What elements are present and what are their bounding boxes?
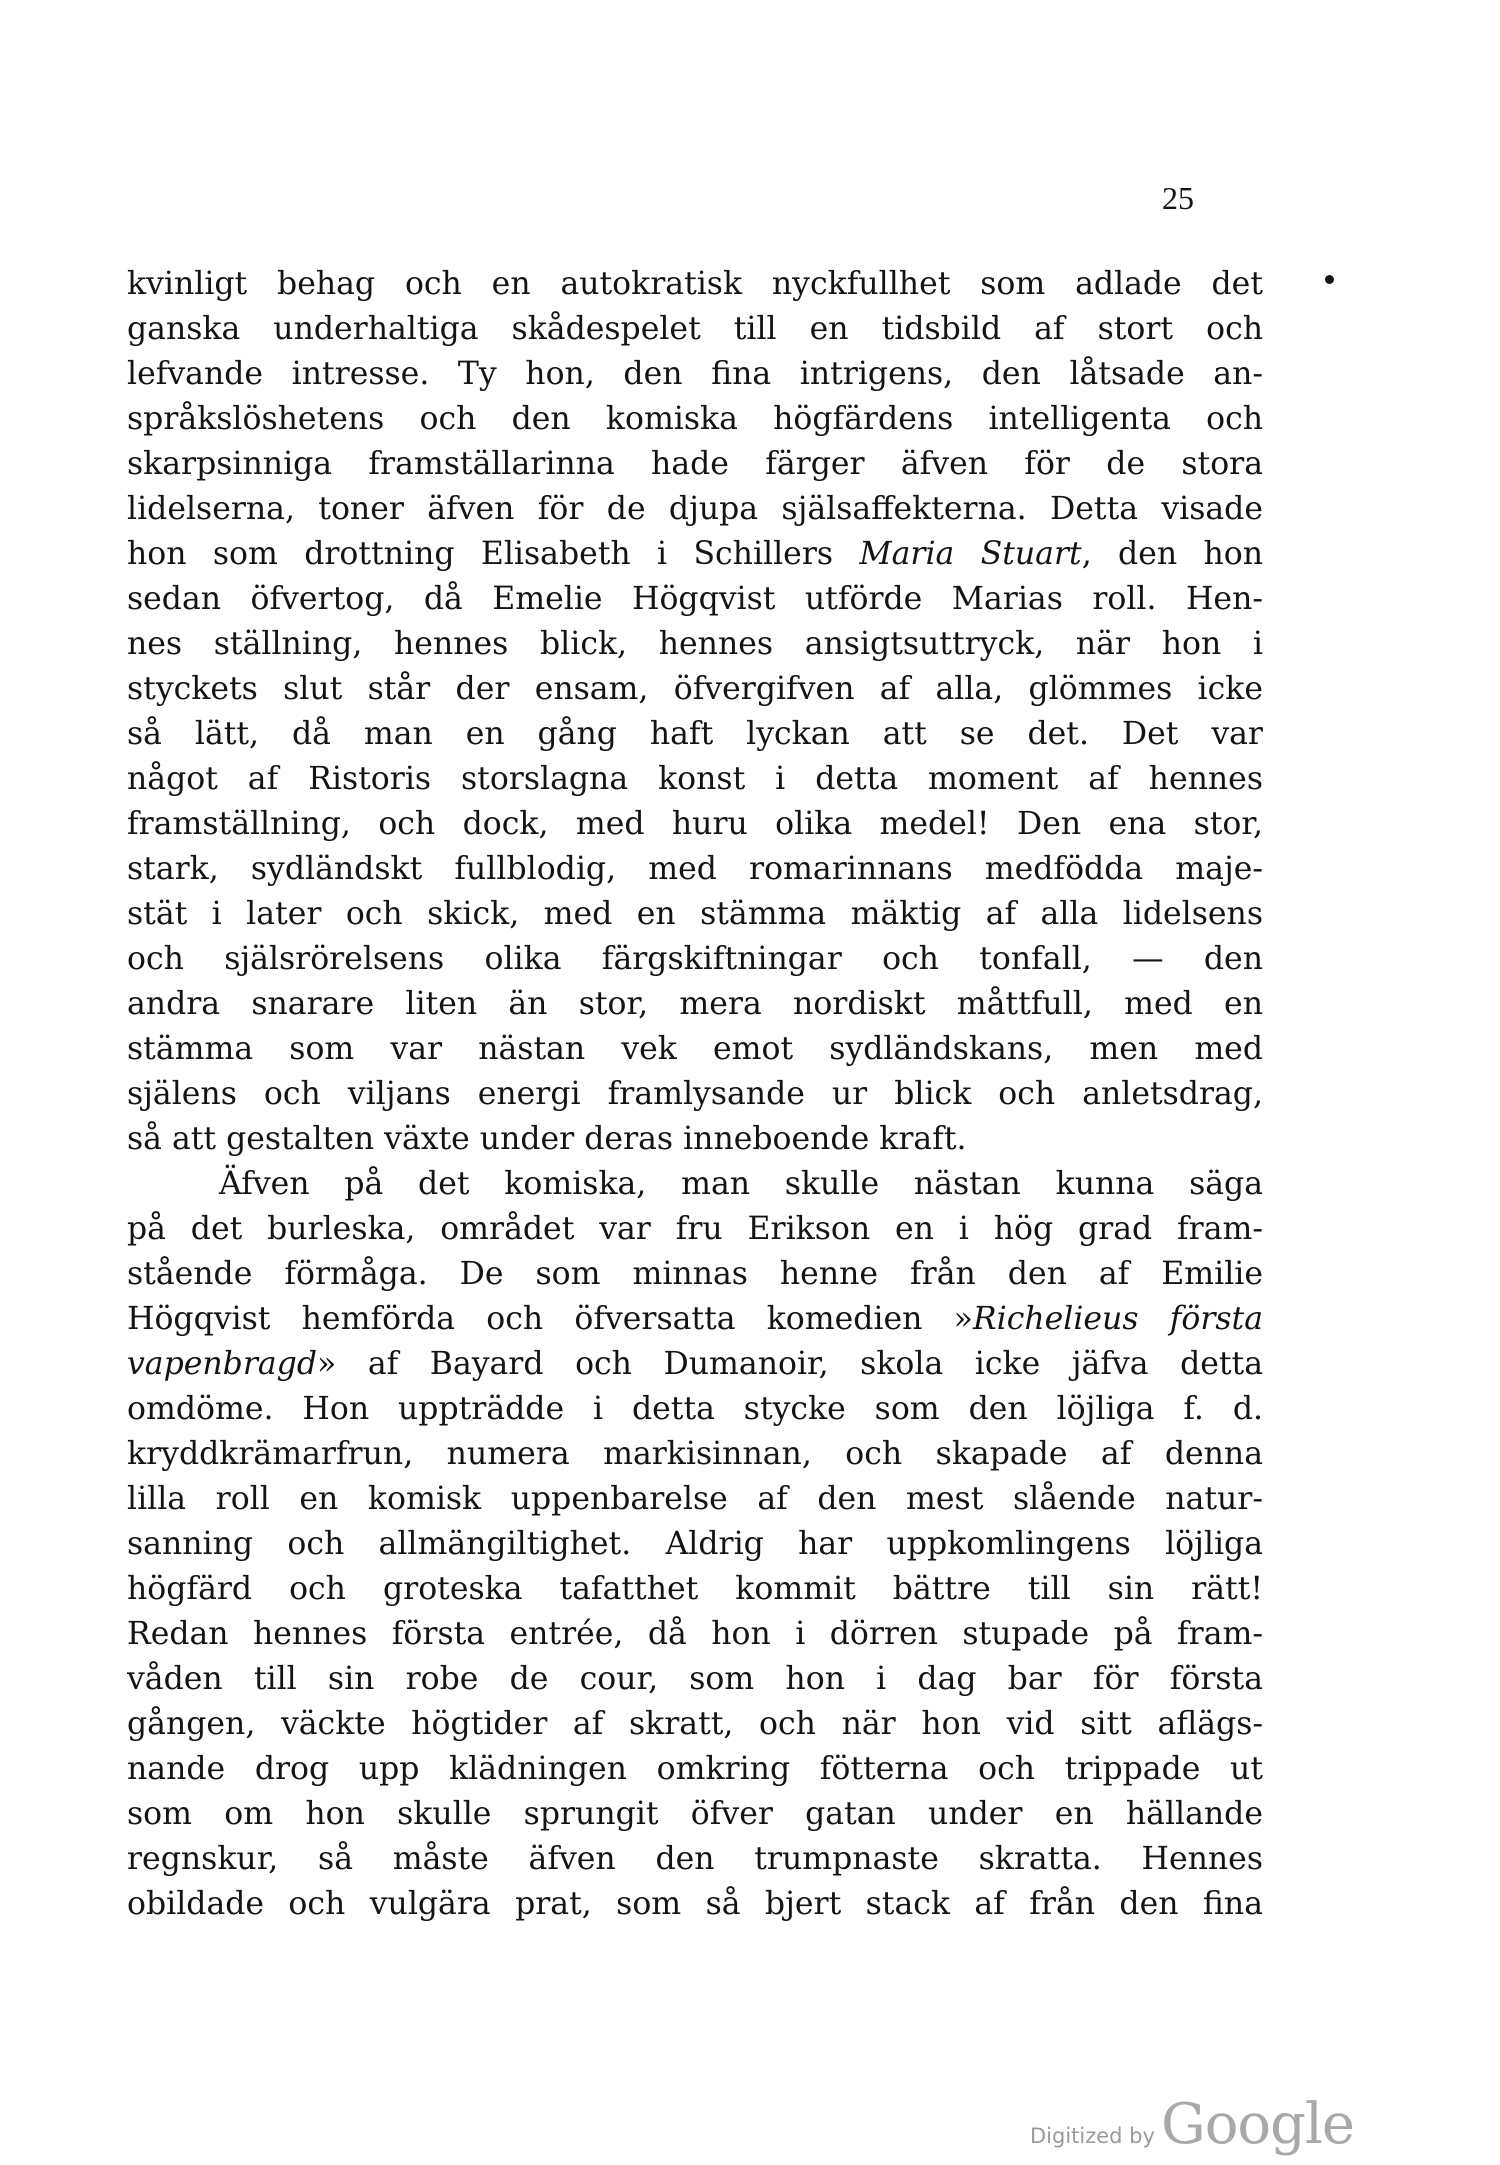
text-line: stark, sydländskt fullblodig, med romarinnans medfödda maje-: [127, 851, 1263, 887]
text-line: så lätt, då man en gång haft lyckan att se det. Det var: [127, 716, 1263, 752]
text-line: nande drog upp klädningen omkring fötterna och trippade ut: [127, 1751, 1263, 1787]
text-line: sedan öfvertog, då Emelie Högqvist utförde Marias roll. Hen-: [127, 581, 1263, 617]
text-line: nes ställning, hennes blick, hennes ansigtsuttryck, när hon i: [127, 626, 1263, 662]
text-line: sanning och allmängiltighet. Aldrig har uppkomlingens löjliga: [127, 1526, 1263, 1562]
digitized-watermark: [1030, 2092, 1354, 2157]
italic-title: Richelieus första: [972, 1301, 1263, 1337]
text-line: våden till sin robe de cour, som hon i dag bar för första: [127, 1661, 1263, 1697]
text-line: stående förmåga. De som minnas henne från den af Emilie: [127, 1256, 1263, 1292]
text-line: som om hon skulle sprungit öfver gatan under en hällande: [127, 1796, 1263, 1832]
text-line: [127, 1297, 1263, 1342]
text-segment: » af Bayard och Dumanoir, skola icke jäfva detta: [317, 1346, 1263, 1382]
text-line: och själsrörelsens olika färgskiftningar och tonfall, — den: [127, 941, 1263, 977]
text-line: omdöme. Hon uppträdde i detta stycke som den löjliga f. d.: [127, 1391, 1263, 1427]
digitized-label: Digitized by: [1030, 2124, 1155, 2148]
text-line: själens och viljans energi framlysande ur blick och anletsdrag,: [127, 1076, 1263, 1112]
text-line: Redan hennes första entrée, då hon i dörren stupade på fram-: [127, 1616, 1263, 1652]
print-speck: [1325, 275, 1334, 284]
text-line: obildade och vulgära prat, som så bjert stack af från den fina: [127, 1886, 1263, 1922]
text-line: andra snarare liten än stor, mera nordiskt måttfull, med en: [127, 986, 1263, 1022]
text-line: kryddkrämarfrun, numera markisinnan, och skapade af denna: [127, 1436, 1263, 1472]
text-line: stämma som var nästan vek emot sydländskans, men med: [127, 1031, 1263, 1067]
text-line: lidelserna, toner äfven för de djupa själsaffekterna. Detta visade: [127, 491, 1263, 527]
italic-title: vapenbragd: [127, 1346, 317, 1382]
page-number: 25: [1162, 180, 1194, 216]
text-segment: , den hon: [1081, 536, 1263, 572]
text-line: Äfven på det komiska, man skulle nästan kunna säga: [219, 1166, 1263, 1202]
text-line: på det burleska, området var fru Erikson en i hög grad fram-: [127, 1211, 1263, 1247]
text-line: [127, 532, 1263, 577]
text-line: regnskur, så måste äfven den trumpnaste skratta. Hennes: [127, 1841, 1263, 1877]
text-line: högfärd och groteska tafatthet kommit bättre till sin rätt!: [127, 1571, 1263, 1607]
body-text: [127, 262, 1263, 1927]
text-line: [127, 1342, 1263, 1387]
text-line: ganska underhaltiga skådespelet till en tidsbild af stort och: [127, 311, 1263, 347]
text-line: något af Ristoris storslagna konst i detta moment af hennes: [127, 761, 1263, 797]
text-line: språkslöshetens och den komiska högfärdens intelligenta och: [127, 401, 1263, 437]
text-segment: hon som drottning Elisabeth i Schillers: [127, 536, 860, 572]
text-line: lefvande intresse. Ty hon, den fina intrigens, den låtsade an-: [127, 356, 1263, 392]
text-line: framställning, och dock, med huru olika medel! Den ena stor,: [127, 806, 1263, 842]
text-segment: Högqvist hemförda och öfversatta komedien »: [127, 1301, 973, 1337]
text-line: så att gestalten växte under deras inneboende kraft.: [127, 1121, 967, 1157]
text-line: skarpsinniga framställarinna hade färger äfven för de stora: [127, 446, 1263, 482]
text-line: stät i later och skick, med en stämma mäktig af alla lidelsens: [127, 896, 1263, 932]
google-logo: Google: [1160, 2092, 1355, 2157]
italic-title: Maria Stuart: [859, 536, 1082, 572]
text-line: kvinligt behag och en autokratisk nyckfullhet som adlade det: [127, 266, 1263, 302]
text-line: lilla roll en komisk uppenbarelse af den mest slående natur-: [127, 1481, 1263, 1517]
text-line: styckets slut står der ensam, öfvergifven af alla, glömmes icke: [127, 671, 1263, 707]
text-line: gången, väckte högtider af skratt, och när hon vid sitt aflägs-: [127, 1706, 1263, 1742]
